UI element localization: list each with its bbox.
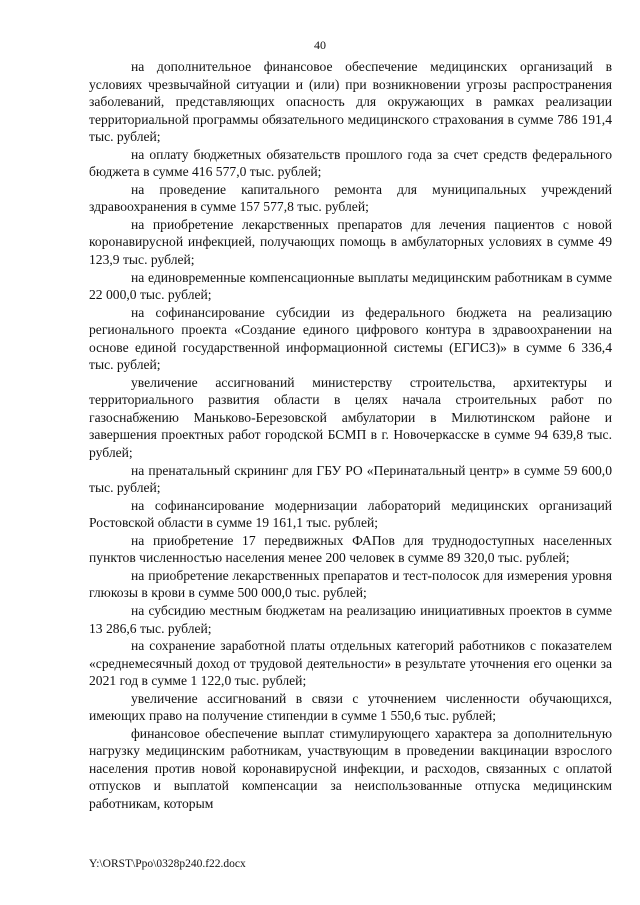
paragraph-capital-repair: на проведение капитального ремонта для муниципальных учреждений здравоохранения в сумме 157 577,8 тыс. рублей;	[89, 181, 612, 215]
paragraph-initiative-projects: на субсидию местным бюджетам на реализацию инициативных проектов в сумме 13 286,6 тыс. рублей;	[89, 602, 612, 636]
paragraph-compensation-payments: на единовременные компенсационные выплаты медицинским работникам в сумме 22 000,0 тыс. рублей;	[89, 269, 612, 303]
paragraph-mobile-fap: на приобретение 17 передвижных ФАПов для труднодоступных населенных пунктов численностью населения менее 200 человек в сумме 89 320,0 тыс. рублей;	[89, 532, 612, 566]
paragraph-stipend-allocations: увеличение ассигнований в связи с уточнением численности обучающихся, имеющих право на получение стипендии в сумме 1 550,6 тыс. рублей;	[89, 690, 612, 724]
paragraph-glucose-test-strips: на приобретение лекарственных препаратов и тест-полосок для измерения уровня глюкозы в крови в сумме 500 000,0 тыс. рублей;	[89, 567, 612, 601]
paragraph-egisz-subsidy: на софинансирование субсидии из федерального бюджета на реализацию регионального проекта «Создание единого цифрового контура в здравоохранении на основе единой государственной информационной системы (ЕГИСЗ)» в сумме 6 336,4 тыс. рублей;	[89, 304, 612, 373]
paragraph-vaccination-payments: финансовое обеспечение выплат стимулирующего характера за дополнительную нагрузку медицинским работникам, участвующим в проведении вакцинации взрослого населения против новой коронавирусной инфекции, и расходов, связанных с оплатой отпусков и выплатой компенсации за неиспользованные отпуска медицинским работникам, которым	[89, 725, 612, 811]
paragraph-covid-medicines: на приобретение лекарственных препаратов для лечения пациентов с новой коронавирусной инфекцией, получающих помощь в амбулаторных условиях в сумме 49 123,9 тыс. рублей;	[89, 216, 612, 268]
paragraph-prenatal-screening: на пренатальный скрининг для ГБУ РО «Перинатальный центр» в сумме 59 600,0 тыс. рублей;	[89, 462, 612, 496]
file-path-footer: Y:\ORST\Ppo\0328p240.f22.docx	[89, 858, 246, 870]
paragraph-previous-year-obligations: на оплату бюджетных обязательств прошлого года за счет средств федерального бюджета в сумме 416 577,0 тыс. рублей;	[89, 146, 612, 180]
page-number: 40	[314, 38, 326, 52]
paragraph-medical-organizations-emergency: на дополнительное финансовое обеспечение медицинских организаций в условиях чрезвычайной ситуации и (или) при возникновении угрозы распространения заболеваний, представляющих опасность для окружающих в рамках реализации территориальной программы обязательного медицинского страхования в сумме 786 191,4 тыс. рублей;	[89, 59, 612, 145]
document-body	[89, 58, 612, 813]
paragraph-laboratory-modernization: на софинансирование модернизации лабораторий медицинских организаций Ростовской области в сумме 19 161,1 тыс. рублей;	[89, 497, 612, 531]
paragraph-construction-allocations: увеличение ассигнований министерству строительства, архитектуры и территориального развития области в целях начала строительных работ по газоснабжению Маньково-Березовской амбулатории в Милютинском районе и завершения проектных работ городской БСМП в г. Новочеркасске в сумме 94 639,8 тыс. рублей;	[89, 374, 612, 461]
paragraph-salary-preservation: на сохранение заработной платы отдельных категорий работников с показателем «среднемесячный доход от трудовой деятельности» в результате уточнения его оценки за 2021 год в сумме 1 122,0 тыс. рублей;	[89, 638, 612, 689]
